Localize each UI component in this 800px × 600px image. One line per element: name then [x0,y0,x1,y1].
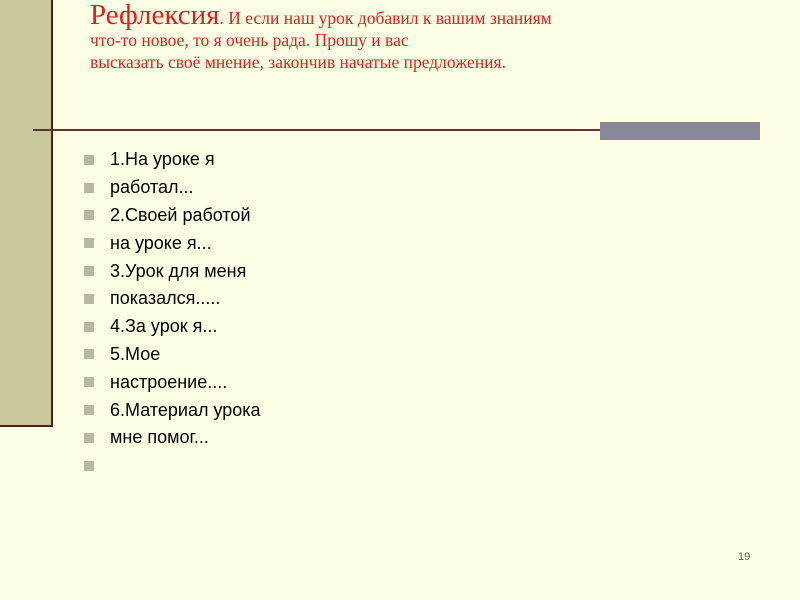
bullet-text: 3.Урок для меня [110,260,247,281]
bullet-text: 6.Материал урока [110,399,261,420]
bullet-item [84,396,261,424]
left-decorative-panel [0,0,53,427]
bullet-text: показался..... [110,288,221,309]
title-divider-block [600,122,760,140]
bullet-item [84,285,261,313]
bullet-item [84,229,261,257]
square-bullet-icon [84,266,94,276]
bullet-item [84,368,261,396]
bullet-text: 1.На уроке я [110,149,215,170]
page-number: 19 [738,551,751,563]
bullet-item [84,202,261,230]
square-bullet-icon [84,461,94,471]
square-bullet-icon [84,294,94,304]
square-bullet-icon [84,377,94,387]
bullet-item [84,341,261,369]
square-bullet-icon [84,322,94,332]
bullet-item [84,313,261,341]
slide-title-lead: Рефлексия [90,0,220,31]
bullet-text: 5.Мое [110,343,161,364]
square-bullet-icon [84,433,94,443]
slide-title-line-2: что-то новое, то я очень рада. Прошу и вас [90,30,409,50]
bullet-text: на уроке я... [110,232,212,253]
bullet-text: 2.Своей работой [110,204,251,225]
square-bullet-icon [84,238,94,248]
square-bullet-icon [84,155,94,165]
bullet-item [84,174,261,202]
bullet-text: 4.За урок я... [110,316,218,337]
left-panel-bottom-edge [0,425,53,427]
bullet-item [84,146,261,174]
bullet-text: работал... [110,177,194,198]
bullet-item [84,424,261,452]
bullet-text: мне помог... [110,427,209,448]
square-bullet-icon [84,210,94,220]
left-panel-edge [51,0,53,427]
slide-title-line-3: высказать своё мнение, закончив начатые предложения. [90,52,506,72]
bullet-text: настроение.... [110,371,228,392]
square-bullet-icon [84,183,94,193]
slide-title [90,0,710,73]
slide-title-line-1: . И если наш урок добавил к вашим знаниям [219,8,552,28]
bullet-item [84,452,261,480]
bullet-item [84,257,261,285]
square-bullet-icon [84,405,94,415]
bullet-list [84,146,261,480]
square-bullet-icon [84,349,94,359]
